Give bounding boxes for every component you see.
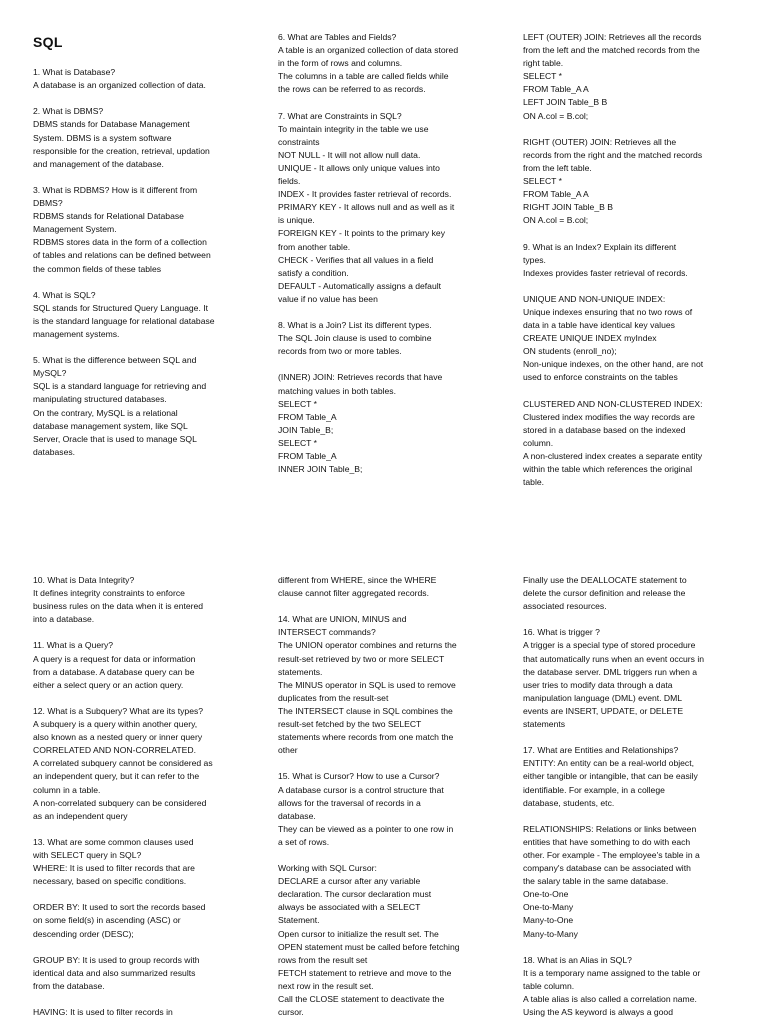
text-line: HAVING: It is used to filter records in (33, 1007, 173, 1018)
text-line: also known as a nested query or inner query (33, 732, 203, 743)
text-line: Many-to-Many (523, 928, 578, 939)
text-line: the salary table in the same database. (523, 876, 669, 887)
text-line: 10. What is Data Integrity? (33, 575, 135, 585)
text-line: the rows can be referred to as records. (278, 84, 426, 95)
text-line: CREATE UNIQUE INDEX myIndex (523, 333, 657, 344)
text-line: 5. What is the difference between SQL and (33, 355, 197, 366)
page-title: SQL (33, 34, 63, 50)
text-line: SQL is a standard language for retrieving and (33, 381, 207, 392)
text-line: constraints (278, 136, 320, 147)
text-line: from the left and the matched records from the (523, 45, 700, 56)
text-line: 2. What is DBMS? (33, 106, 104, 117)
text-line: into a database. (33, 614, 95, 625)
text-line: 17. What are Entities and Relationships? (523, 745, 679, 756)
text-line: databases. (33, 446, 76, 457)
text-line: result-set retrieved by two or more SELECT (278, 653, 445, 664)
text-line: FETCH statement to retrieve and move to the (278, 967, 452, 978)
text-line: A table alias is also called a correlation name. (523, 994, 697, 1004)
text-line: data in a table have identical key values (523, 320, 675, 331)
text-line: column in a table. (33, 784, 101, 795)
text-line: INNER JOIN Table_B; (278, 464, 363, 475)
text-line: fields. (278, 176, 301, 187)
text-line: 4. What is SQL? (33, 289, 96, 300)
text-line: UNIQUE - It allows only unique values into (278, 162, 440, 173)
text-line: SELECT * (278, 398, 318, 409)
text-line: A database is an organized collection of data. (33, 80, 206, 91)
text-line: Call the CLOSE statement to deactivate the (278, 994, 445, 1004)
text-line (33, 341, 247, 354)
text-line: The MINUS operator in SQL is used to remove (278, 679, 456, 690)
text-line: DBMS stands for Database Management (33, 119, 190, 130)
text-column (33, 574, 247, 1019)
text-line: table. (523, 477, 545, 488)
text-line: stored in a database based on the indexed (523, 424, 686, 435)
text-line: table column. (523, 980, 575, 991)
text-line: A database cursor is a control structure that (278, 784, 444, 795)
text-line: 6. What are Tables and Fields? (278, 32, 397, 42)
text-line: System. DBMS is a system software (33, 132, 172, 143)
text-line: A non-correlated subquery can be considered (33, 797, 207, 808)
text-line: MySQL? (33, 368, 67, 379)
text-line: declaration. The cursor declaration must (278, 889, 432, 900)
text-line: different from WHERE, since the WHERE (278, 575, 437, 585)
text-line: 7. What are Constraints in SQL? (278, 110, 402, 121)
text-line (523, 280, 737, 293)
text-line: FROM Table_A (278, 451, 337, 461)
text-line: NOT NULL - It will not allow null data. (278, 149, 421, 160)
text-line: from a database. A database query can be (33, 666, 195, 677)
text-line: 18. What is an Alias in SQL? (523, 954, 632, 965)
text-line: a set of rows. (278, 836, 330, 847)
text-line: RELATIONSHIPS: Relations or links between (523, 823, 697, 834)
text-line: It defines integrity constraints to enforce (33, 588, 185, 599)
text-column (33, 53, 247, 459)
text-line: JOIN Table_B; (278, 424, 334, 435)
text-line (523, 731, 737, 744)
text-line: that automatically runs when an event occurs in (523, 653, 705, 664)
text-line: associated resources. (523, 601, 607, 612)
text-line: manipulating structured databases. (33, 394, 167, 405)
text-line: from the database. (33, 980, 105, 991)
text-line: (INNER) JOIN: Retrieves records that have (278, 372, 443, 383)
text-line: is the standard language for relational database (33, 315, 215, 326)
text-line: A subquery is a query within another query, (33, 719, 198, 730)
text-line: DBMS? (33, 198, 63, 209)
text-line: other (278, 745, 298, 756)
text-column (523, 574, 737, 1019)
text-line: next row in the result set. (278, 980, 374, 991)
text-line: is unique. (278, 215, 315, 226)
text-line: delete the cursor definition and release the (523, 588, 686, 599)
text-line: WHERE: It is used to filter records that are (33, 863, 195, 874)
text-line: Using the AS keyword is always a good (523, 1007, 673, 1018)
text-line: SELECT * (523, 71, 563, 82)
text-line: of tables and relations can be defined between (33, 250, 211, 261)
text-line: FROM Table_A A (523, 189, 589, 200)
text-column (278, 574, 492, 1019)
text-line: within the table which references the original (523, 464, 693, 475)
text-line: 14. What are UNION, MINUS and (278, 614, 407, 625)
text-line: right table. (523, 58, 564, 69)
text-line: SELECT * (523, 176, 563, 187)
text-line: One-to-Many (523, 902, 574, 913)
text-line: 9. What is an Index? Explain its different (523, 241, 677, 252)
text-line: INTERSECT commands? (278, 627, 376, 638)
text-line: Finally use the DEALLOCATE statement to (523, 575, 687, 585)
text-line: CLUSTERED AND NON-CLUSTERED INDEX: (523, 398, 703, 409)
text-line: Non-unique indexes, on the other hand, are not (523, 359, 704, 370)
text-line: The INTERSECT clause in SQL combines the (278, 705, 453, 716)
text-line: company's database can be associated with (523, 863, 691, 874)
text-line: the database server. DML triggers run when a (523, 666, 698, 677)
text-line: CHECK - Verifies that all values in a field (278, 254, 434, 265)
text-line (278, 757, 492, 770)
text-line: DECLARE a cursor after any variable (278, 876, 421, 887)
text-line: manipulation language (DML) event. DML (523, 692, 683, 703)
text-line: They can be viewed as a pointer to one row in (278, 823, 454, 834)
text-line: types. (523, 254, 546, 265)
text-line: One-to-One (523, 889, 569, 900)
text-line: Management System. (33, 224, 117, 235)
text-line: SQL stands for Structured Query Language. It (33, 302, 208, 313)
text-line: from the left table. (523, 162, 592, 173)
text-line (33, 888, 247, 901)
text-line: GROUP BY: It is used to group records with (33, 954, 200, 965)
text-line: CORRELATED AND NON-CORRELATED. (33, 745, 196, 756)
text-line: used to enforce constraints on the tables (523, 372, 678, 383)
text-line: and management of the database. (33, 158, 164, 169)
text-line: database, students, etc. (523, 797, 615, 808)
text-column (523, 31, 737, 489)
text-line: an independent query, but it can refer to the (33, 771, 200, 782)
text-line: LEFT JOIN Table_B B (523, 97, 608, 108)
text-line: It is a temporary name assigned to the table or (523, 967, 701, 978)
text-line: A non-clustered index creates a separate entity (523, 451, 703, 461)
text-line: Clustered index modifies the way records are (523, 411, 695, 422)
text-line: rows from the result set (278, 954, 368, 965)
text-line: entities that have something to do with each (523, 836, 691, 847)
text-line: 8. What is a Join? List its different types. (278, 320, 432, 331)
text-line: in the form of rows and columns. (278, 58, 403, 69)
text-line (278, 358, 492, 371)
text-line: always be associated with a SELECT (278, 902, 421, 913)
text-line (523, 613, 737, 626)
text-line: To maintain integrity in the table we use (278, 123, 429, 134)
text-line (523, 385, 737, 398)
text-line: records from the right and the matched records (523, 149, 703, 160)
text-line: statements (523, 719, 566, 730)
text-line: 12. What is a Subquery? What are its types? (33, 705, 204, 716)
text-line (33, 276, 247, 289)
text-line: FROM Table_A A (523, 84, 589, 95)
text-line: necessary, based on specific conditions. (33, 876, 187, 887)
text-line: value if no value has been (278, 293, 378, 304)
text-line: ORDER BY: It used to sort the records based (33, 902, 206, 913)
text-line (33, 171, 247, 184)
text-line: Working with SQL Cursor: (278, 863, 377, 874)
text-line: either a select query or an action query. (33, 679, 184, 690)
text-line: 16. What is trigger ? (523, 627, 600, 638)
text-line: Many-to-One (523, 915, 574, 926)
text-line: RDBMS stores data in the form of a collection (33, 237, 207, 248)
text-line: LEFT (OUTER) JOIN: Retrieves all the records (523, 32, 702, 42)
text-line: matching values in both tables. (278, 385, 396, 396)
text-line: from another table. (278, 241, 351, 252)
text-line: A query is a request for data or information (33, 653, 196, 664)
text-line (33, 92, 247, 105)
text-line: on some field(s) in ascending (ASC) or (33, 915, 181, 926)
text-line (33, 692, 247, 705)
text-line: ON A.col = B.col; (523, 215, 589, 226)
text-line (278, 306, 492, 319)
text-line: ON students (enroll_no); (523, 346, 617, 357)
text-line: 13. What are some common clauses used (33, 836, 194, 847)
text-line: statements where records from one match the (278, 732, 454, 743)
text-line: either tangible or intangible, that can be easily (523, 771, 698, 782)
text-line: The columns in a table are called fields while (278, 71, 449, 82)
text-line (278, 96, 492, 109)
text-line: RIGHT JOIN Table_B B (523, 202, 613, 213)
text-line: events are INSERT, UPDATE, or DELETE (523, 705, 684, 716)
text-line (523, 941, 737, 954)
text-line: 15. What is Cursor? How to use a Cursor? (278, 771, 440, 782)
text-line: FROM Table_A (278, 411, 337, 422)
text-line: duplicates from the result-set (278, 692, 389, 703)
text-line: The UNION operator combines and returns the (278, 640, 457, 651)
text-line: statements. (278, 666, 323, 677)
text-line: 3. What is RDBMS? How is it different from (33, 184, 198, 195)
text-line: as an independent query (33, 810, 128, 821)
text-line: PRIMARY KEY - It allows null and as well as it (278, 202, 455, 213)
text-line: RDBMS stands for Relational Database (33, 211, 184, 222)
text-line: Open cursor to initialize the result set. The (278, 928, 439, 939)
text-line: On the contrary, MySQL is a relational (33, 407, 178, 418)
text-line: DEFAULT - Automatically assigns a default (278, 280, 442, 291)
text-line: allows for the traversal of records in a (278, 797, 421, 808)
text-line: identical data and also summarized results (33, 967, 196, 978)
text-line: descending order (DESC); (33, 928, 134, 939)
text-line: UNIQUE AND NON-UNIQUE INDEX: (523, 293, 666, 304)
text-line (523, 227, 737, 240)
text-line (33, 941, 247, 954)
text-line: SELECT * (278, 437, 318, 448)
text-line (33, 626, 247, 639)
text-line (523, 123, 737, 136)
text-line (33, 53, 247, 66)
text-line (33, 823, 247, 836)
text-line: 11. What is a Query? (33, 640, 114, 651)
text-line (33, 993, 247, 1006)
text-line: INDEX - It provides faster retrieval of records. (278, 189, 452, 200)
text-line: ENTITY: An entity can be a real-world object, (523, 758, 695, 769)
text-line: with SELECT query in SQL? (33, 849, 142, 860)
text-line: the common fields of these tables (33, 263, 162, 274)
text-line: satisfy a condition. (278, 267, 349, 278)
text-line: A correlated subquery cannot be considered as (33, 758, 213, 769)
text-line (523, 810, 737, 823)
text-line: other. For example - The employee's table in a (523, 849, 700, 860)
text-line: Statement. (278, 915, 320, 926)
text-line: ON A.col = B.col; (523, 110, 589, 121)
text-line: Unique indexes ensuring that no two rows of (523, 306, 693, 317)
text-line: clause cannot filter aggregated records. (278, 588, 429, 599)
text-line: 1. What is Database? (33, 67, 116, 78)
text-line: Indexes provides faster retrieval of records. (523, 267, 688, 278)
text-line: database management system, like SQL (33, 420, 188, 431)
text-line: business rules on the data when it is entered (33, 601, 204, 612)
text-line: responsible for the creation, retrieval, updation (33, 145, 210, 156)
text-line: cursor. (278, 1007, 304, 1018)
text-line: A table is an organized collection of data stored (278, 45, 459, 56)
text-line: database. (278, 810, 316, 821)
text-line: FOREIGN KEY - It points to the primary key (278, 228, 445, 239)
text-line (278, 849, 492, 862)
text-line (278, 600, 492, 613)
text-line: identifiable. For example, in a college (523, 784, 665, 795)
text-line: A trigger is a special type of stored procedure (523, 640, 696, 651)
text-line: user tries to modify data through a data (523, 679, 673, 690)
text-line: records from two or more tables. (278, 346, 402, 357)
text-line: The SQL Join clause is used to combine (278, 333, 432, 344)
text-line: management systems. (33, 328, 120, 339)
text-line: column. (523, 437, 554, 448)
text-column (278, 31, 492, 476)
text-line: result-set fetched by the two SELECT (278, 719, 422, 730)
text-line: OPEN statement must be called before fetching (278, 941, 460, 952)
text-line: RIGHT (OUTER) JOIN: Retrieves all the (523, 136, 677, 147)
text-line: Server, Oracle that is used to manage SQL (33, 433, 197, 444)
